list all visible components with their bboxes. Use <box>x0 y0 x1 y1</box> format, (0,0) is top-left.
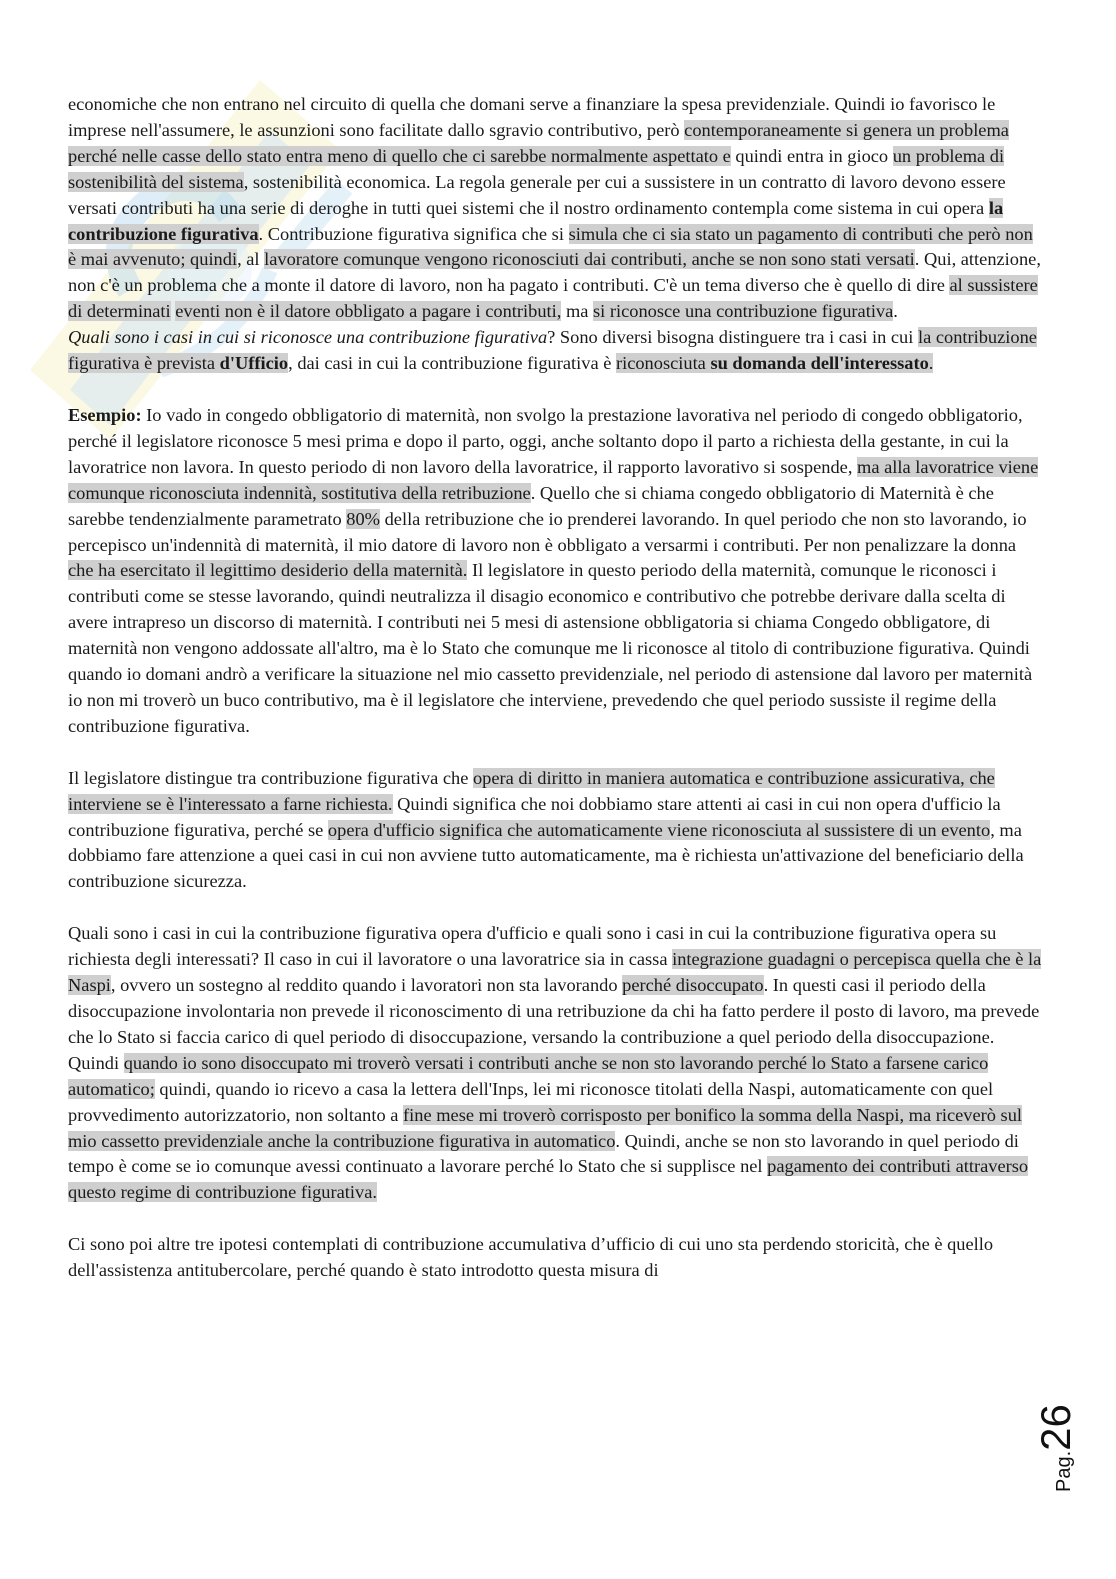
text-run: . Quindi, anche se non sto lavorando in quel periodo di tempo è come se io comunque avessi continuato a lavorare perché lo Stato che si supplisce nel <box>68 1130 1019 1177</box>
text-run: . Quello che si chiama congedo obbligatorio di Maternità è che sarebbe tendenzialmente parametrato <box>68 482 994 529</box>
text-run: , ovvero un sostegno al reddito quando i lavoratori non sta lavorando <box>110 975 623 996</box>
highlighted-text: lavoratore comunque vengono riconosciuti dai contributi, anche se non sono stati versati <box>264 249 915 270</box>
highlighted-text: fine mese mi troverò corrisposto per bonifico la somma della Naspi, ma riceverò sul mio cassetto previdenziale anche la contribuzione figurativa in automatico <box>68 1104 1022 1151</box>
text-run: quindi, quando io ricevo a casa la lettera dell'Inps, lei mi riconosce titolati della Naspi, automaticamente con quel provvedimento autorizzatorio, non soltanto a <box>68 1078 994 1125</box>
text-run: , sostenibilità economica. La regola generale per cui a sussistere in un contratto di lavoro devono essere versati contributi ha una serie di deroghe in tutti quei sistemi che il nostro ordinamento contempla come sistema in cui opera <box>68 171 1006 218</box>
paragraph-gap <box>68 740 1043 766</box>
text-run: quindi entra in gioco <box>730 145 893 166</box>
text-run: Quindi significa che noi dobbiamo stare attenti ai casi in cui non opera d'ufficio la contribuzione figurativa, perché se <box>68 793 1001 840</box>
highlighted-text: opera d'ufficio significa che automaticamente viene riconosciuta al sussistere di un evento <box>327 819 991 840</box>
highlighted-text: che ha esercitato il legittimo desiderio della maternità. <box>68 560 468 581</box>
highlighted-text: pagamento dei contributi attraverso questo regime di contribuzione figurativa. <box>68 1156 1029 1203</box>
text-run: . <box>893 301 898 322</box>
text-run: . Contribuzione figurativa significa che si <box>258 223 569 244</box>
highlighted-text: 80% <box>346 508 380 529</box>
text-run: , ma dobbiamo fare attenzione a quei casi in cui non avviene tutto automaticamente, ma è richiesta un'attivazione del beneficiario della contribuzione sicurezza. <box>68 819 1024 892</box>
highlighted-text: . <box>928 353 934 374</box>
text-run: Il legislatore distingue tra contribuzione figurativa che <box>68 767 473 788</box>
paragraph-4 <box>68 921 1043 1206</box>
text-run: Il legislatore in questo periodo della maternità, comunque le riconosci i contributi come se stesse lavorando, quindi neutralizza il disagio economico e contributivo che potrebbe derivare dalla scelta di avere intrapreso un discorso di maternità. I contributi nei 5 mesi di astensione obbligatoria si chiama Congedo obbligatore, di maternità non vengono addossate all'altro, ma è lo Stato che comunque me li riconosce al titolo di contribuzione figurativa. Quindi quando io domani andrò a verificare la situazione nel mio cassetto previdenziale, nel periodo di astensione dal lavoro per maternità io non mi troverò un buco contributivo, ma è il legislatore che interviene, prevedendo che quel periodo sussiste il regime della contribuzione figurativa. <box>68 560 1033 736</box>
paragraph-gap <box>68 1206 1043 1232</box>
italic-question: Quali sono i casi in cui si riconosce una contribuzione figurativa <box>68 327 548 348</box>
text-run: Io vado in congedo obbligatorio di maternità, non svolgo la prestazione lavorativa nel periodo di congedo obbligatorio, perché il legislatore riconosce 5 mesi prima e dopo il parto, oggi, anche soltanto dopo il parto a richiesta della gestante, in cui la lavoratrice non lavora. In questo periodo di non lavoro della lavoratrice, il rapporto lavorativo si sospende, <box>68 404 1023 477</box>
text-run: economiche che non entrano nel circuito di quella che domani serve a finanziare la spesa previdenziale. Quindi io favorisco le imprese nell'assumere, le assunzioni sono facilitate dallo sgravio contributivo, però <box>68 94 996 140</box>
text-run: . Qui, attenzione, non c'è un problema che a monte il datore di lavoro, non ha pagato i contributi. C'è un tema diverso che è quello di dire <box>68 249 1041 296</box>
paragraph-3 <box>68 766 1043 896</box>
text-run: ma <box>561 301 594 322</box>
highlighted-text: riconosciuta <box>615 353 711 374</box>
text-run: , dai casi in cui la contribuzione figurativa è <box>288 353 616 374</box>
page-number-prefix: Pag. <box>1053 1450 1075 1492</box>
highlighted-text: simula che ci sia stato un pagamento di contributi che però non è mai avvenuto; quindi <box>68 223 1033 270</box>
highlighted-text: eventi non è il datore obbligato a pagare i contributi, <box>175 301 562 322</box>
paragraph-1 <box>68 92 1043 377</box>
text-run: , al <box>237 249 265 270</box>
highlighted-bold-term: su domanda dell'interessato <box>710 353 929 374</box>
highlighted-bold-term: d'Ufficio <box>219 353 289 374</box>
document-body <box>68 92 1043 1284</box>
highlighted-text: perché disoccupato <box>622 975 764 996</box>
page-number <box>1032 1392 1088 1492</box>
highlighted-text: un problema di sostenibilità del sistema <box>68 145 1005 192</box>
paragraph-gap <box>68 377 1043 403</box>
highlighted-bold-term: la contribuzione figurativa <box>68 197 1004 244</box>
paragraph-2 <box>68 403 1043 740</box>
page-number-value: 26 <box>1032 1404 1079 1451</box>
highlighted-text: si riconosce una contribuzione figurativa <box>593 301 894 322</box>
example-label: Esempio: <box>68 404 142 425</box>
text-run: Ci sono poi altre tre ipotesi contemplati di contribuzione accumulativa d’ufficio di cui uno sta perdendo storicità, che è quello dell'assistenza antitubercolare, perché quando è stato introdotto questa misura di <box>68 1234 994 1281</box>
paragraph-gap <box>68 895 1043 921</box>
text-run: della retribuzione che io prenderei lavorando. In quel periodo che non sto lavorando, io percepisco un'indennità di maternità, il mio datore di lavoro non è obbligato a versarmi i contributi. Per non penalizzare la donna <box>68 508 1027 555</box>
highlighted-text: quando io sono disoccupato mi troverò versati i contributi anche se non sto lavorando perché lo Stato a farsene carico automatico; <box>68 1052 989 1099</box>
highlighted-text: la contribuzione figurativa è prevista <box>68 327 1037 374</box>
text-run: Quali sono i casi in cui la contribuzione figurativa opera d'ufficio e quali sono i casi in cui la contribuzione figurativa opera su richiesta degli interessati? Il caso in cui il lavoratore o una lavoratrice sia in cassa <box>68 923 997 970</box>
highlighted-text: contemporaneamente si genera un problema perché nelle casse dello stato entra meno di quello che ci sarebbe normalmente aspettato e <box>68 119 1009 166</box>
text-run: . In questi casi il periodo della disoccupazione involontaria non prevede il riconoscimento di una retribuzione da chi ha fatto perdere il posto di lavoro, ma prevede che lo Stato si faccia carico di quel periodo di disoccupazione, versando la contribuzione a quel periodo della disoccupazione. Quindi <box>68 975 1040 1073</box>
highlighted-text: ma alla lavoratrice viene comunque riconosciuta indennità, sostitutiva della retribuzione <box>68 456 1039 503</box>
highlighted-text: integrazione guadagni o percepisca quella che è la Naspi <box>68 949 1042 996</box>
highlighted-text: al sussistere di determinati <box>68 275 1038 322</box>
text-run: ? Sono diversi bisogna distinguere tra i casi in cui <box>547 327 918 348</box>
paragraph-5 <box>68 1232 1043 1284</box>
highlighted-text: opera di diritto in maniera automatica e contribuzione assicurativa, che interviene se è l'interessato a farne richiesta. <box>68 767 995 814</box>
